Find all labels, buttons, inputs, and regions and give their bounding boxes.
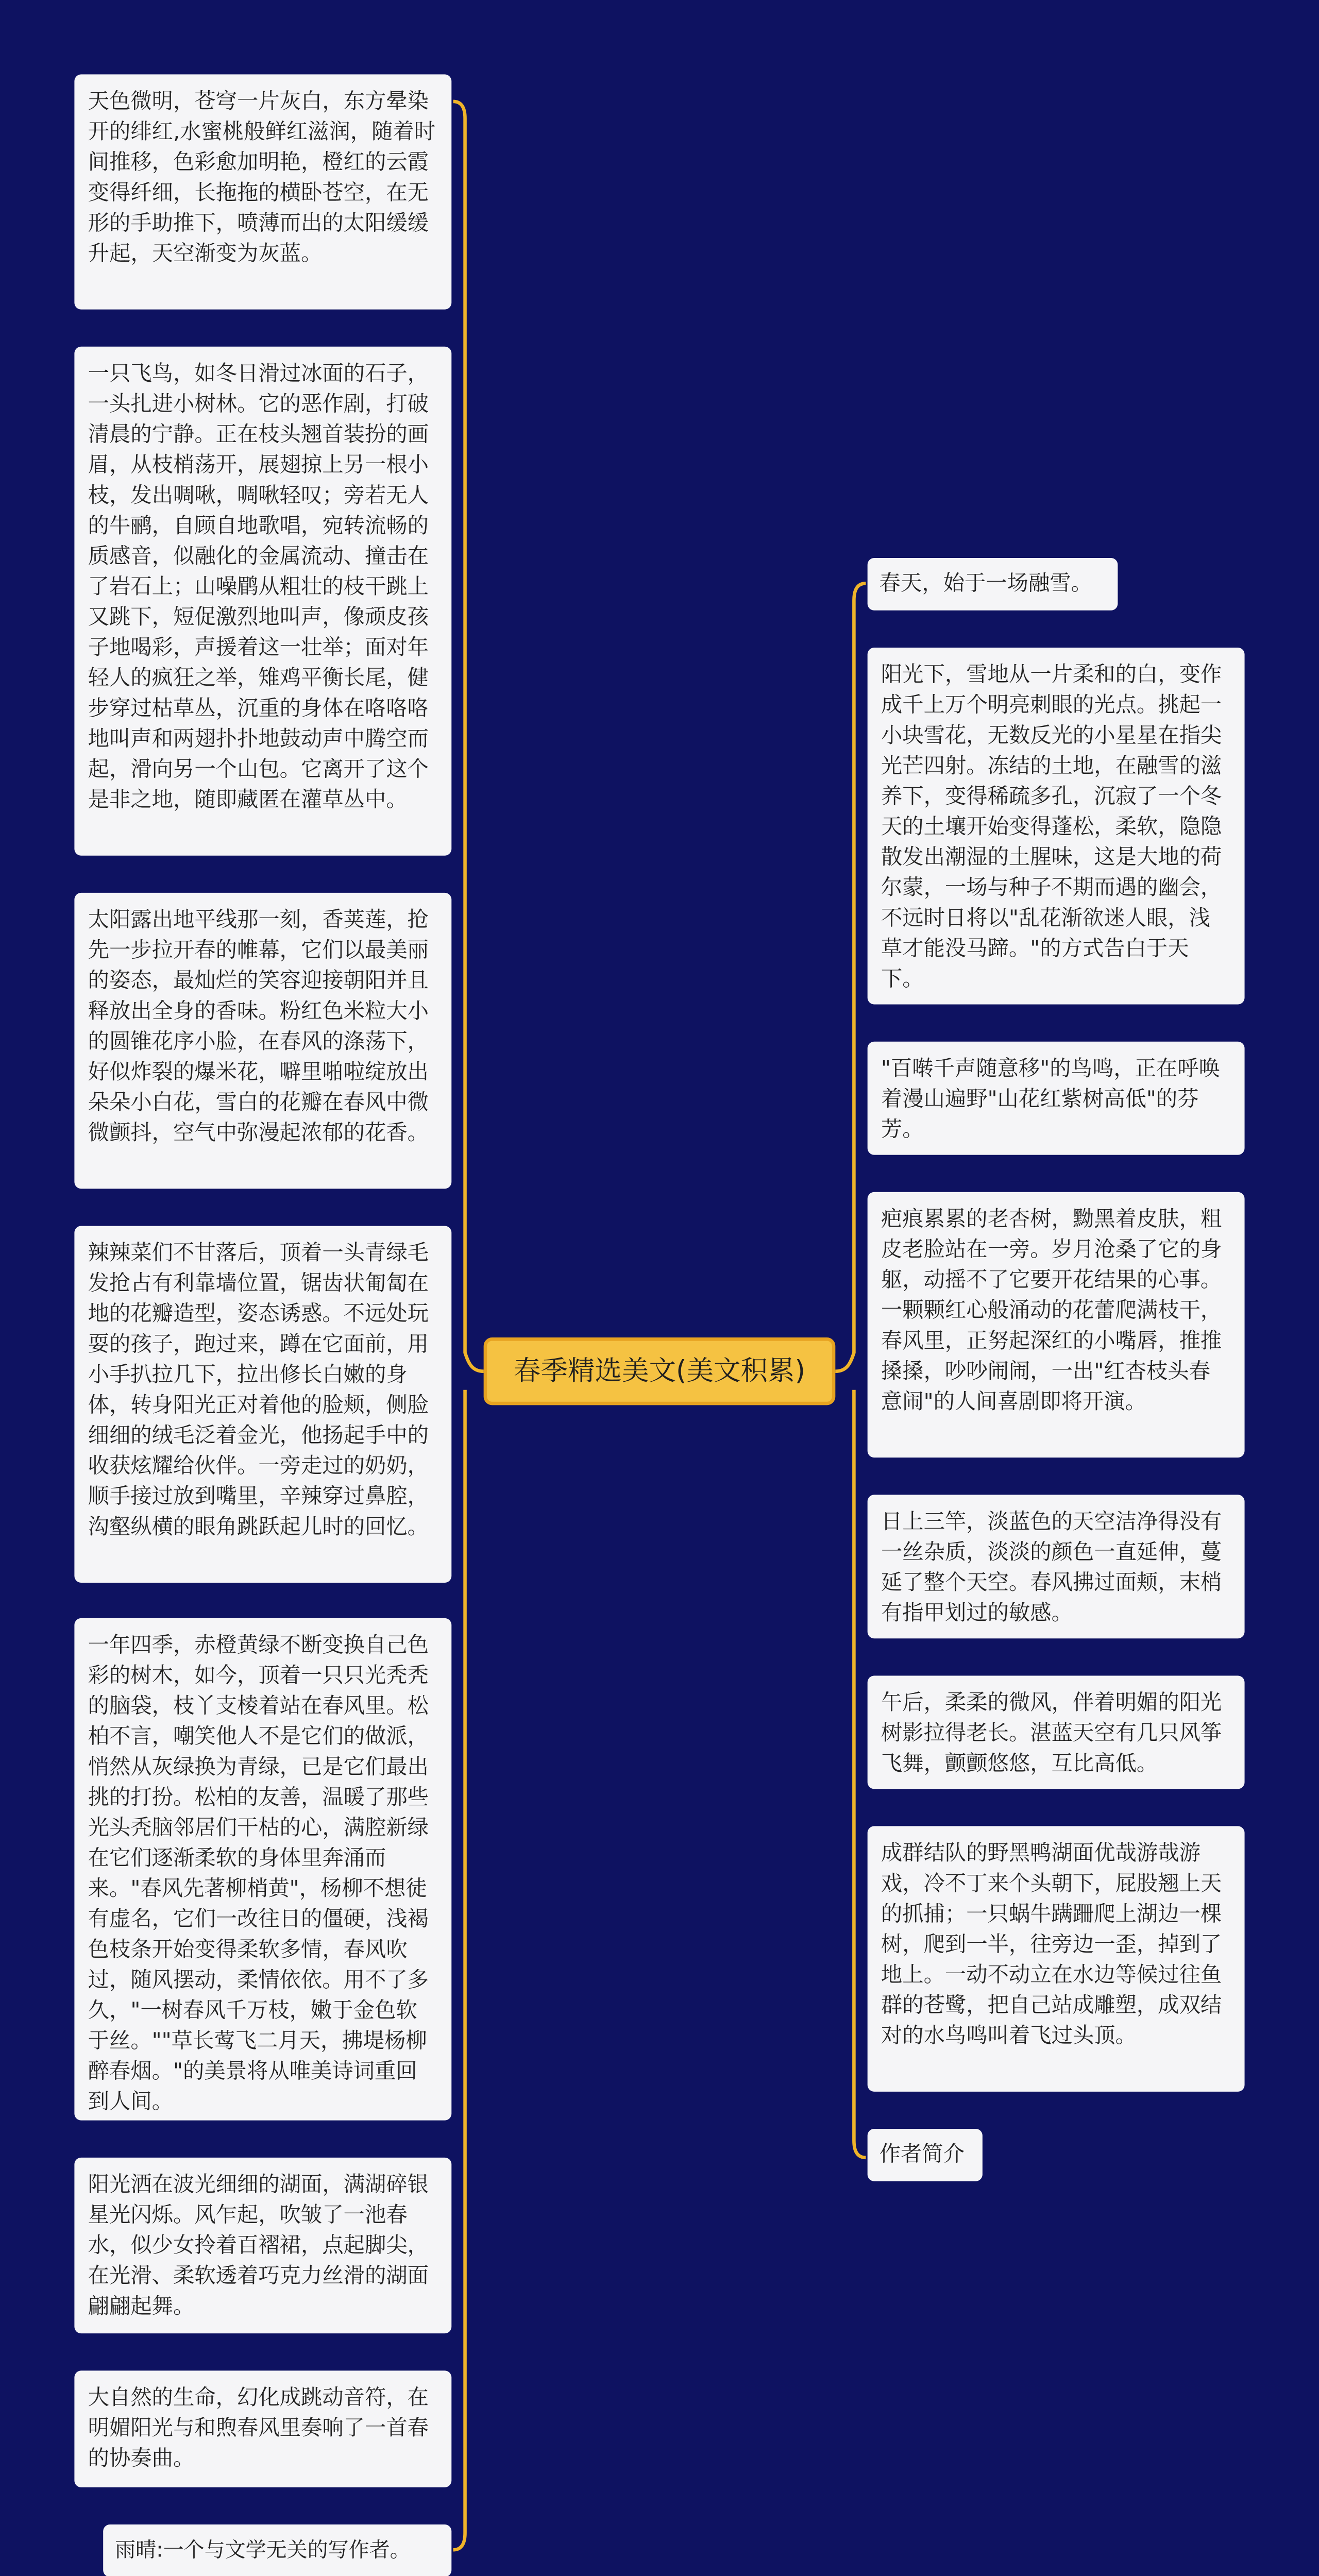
left-topic-6[interactable]: 阳光洒在波光细细的湖面，满湖碎银星光闪烁。风乍起，吹皱了一池春水，似少女拎着百褶裙，点起脚尖，在光滑、柔软透着巧克力丝滑的湖面翩翩起舞。 <box>74 2158 451 2333</box>
left-topic-7[interactable]: 大自然的生命，幻化成跳动音符，在明媚阳光与和煦春风里奏响了一首春的协奏曲。 <box>74 2370 451 2487</box>
right-topic-5[interactable]: 日上三竿，淡蓝色的天空洁净得没有一丝杂质，淡淡的颜色一直延伸，蔓延了整个天空。春风拂过面颊，末梢有指甲划过的敏感。 <box>868 1495 1245 1638</box>
left-topic-2[interactable]: 一只飞鸟，如冬日滑过冰面的石子，一头扎进小树林。它的恶作剧，打破清晨的宁静。正在枝头翘首装扮的画眉，从枝梢荡开，展翅掠上另一根小枝，发出啁啾，啁啾轻叹；旁若无人的牛鹂，自顾自地歌唱，宛转流畅的质感音，似融化的金属流动、撞击在了岩石上；山噪鹛从粗壮的枝干跳上又跳下，短促激烈地叫声，像顽皮孩子地喝彩，声援着这一壮举；面对年轻人的疯狂之举，雉鸡平衡长尾，健步穿过枯草丛，沉重的身体在咯咯咯地叫声和两翅扑扑地鼓动声中腾空而起，滑向另一个山包。它离开了这个是非之地，随即藏匿在灌草丛中。 <box>74 347 451 856</box>
right-branch-bracket <box>835 583 866 2158</box>
central-topic[interactable]: 春季精选美文(美文积累) <box>484 1337 836 1405</box>
right-topic-6[interactable]: 午后，柔柔的微风，伴着明媚的阳光树影拉得老长。湛蓝天空有几只风筝飞舞，颤颤悠悠，互比高低。 <box>868 1675 1245 1789</box>
left-topic-4[interactable]: 辣辣菜们不甘落后，顶着一头青绿毛发抢占有利靠墙位置，锯齿状匍匐在地的花瓣造型，姿态诱惑。不远处玩耍的孩子，跑过来，蹲在它面前，用小手扒拉几下，拉出修长白嫩的身体，转身阳光正对着他的脸颊，侧脸细细的绒毛泛着金光，他扬起手中的收获炫耀给伙伴。一旁走过的奶奶，顺手接过放到嘴里，辛辣穿过鼻腔，沟壑纵横的眼角跳跃起儿时的回忆。 <box>74 1226 451 1583</box>
left-topic-1[interactable]: 天色微明，苍穹一片灰白，东方晕染开的绯红,水蜜桃般鲜红滋润，随着时间推移，色彩愈加明艳，橙红的云霞变得纤细，长拖拖的横卧苍空，在无形的手助推下，喷薄而出的太阳缓缓升起，天空渐变为灰蓝。 <box>74 74 451 309</box>
right-topic-7[interactable]: 成群结队的野黑鸭湖面优哉游哉游戏，冷不丁来个头朝下，屁股翘上天的抓捕；一只蜗牛蹒跚爬上湖边一棵树，爬到一半，往旁边一歪，掉到了地上。一动不动立在水边等候过往鱼群的苍鹭，把自己站成雕塑，成双结对的水鸟鸣叫着飞过头顶。 <box>868 1826 1245 2092</box>
right-topic-2[interactable]: 阳光下，雪地从一片柔和的白，变作成千上万个明亮刺眼的光点。挑起一小块雪花，无数反光的小星星在指尖光芒四射。冻结的土地，在融雪的滋养下，变得稀疏多孔，沉寂了一个冬天的土壤开始变得蓬松，柔软，隐隐散发出潮湿的土腥味，这是大地的荷尔蒙，一场与种子不期而遇的幽会，不远时日将以"乱花渐欲迷人眼，浅草才能没马蹄。"的方式告白于天下。 <box>868 648 1245 1005</box>
right-topic-3[interactable]: "百啭千声随意移"的鸟鸣，正在呼唤着漫山遍野"山花红紫树高低"的芬芳。 <box>868 1042 1245 1155</box>
right-topic-1[interactable]: 春天，始于一场融雪。 <box>868 558 1118 611</box>
right-topic-4[interactable]: 疤痕累累的老杏树，黝黑着皮肤，粗皮老脸站在一旁。岁月沧桑了它的身躯，动摇不了它要开花结果的心事。一颗颗红心般涌动的花蕾爬满枝干，春风里，正努起深红的小嘴唇，推推搡搡，吵吵闹闹，一出"红杏枝头春意闹"的人间喜剧即将开演。 <box>868 1192 1245 1458</box>
left-topic-5[interactable]: 一年四季，赤橙黄绿不断变换自己色彩的树木，如今，顶着一只只光秃秃的脑袋，枝丫支棱着站在春风里。松柏不言，嘲笑他人不是它们的做派，悄然从灰绿换为青绿，已是它们最出挑的打扮。松柏的友善，温暖了那些光头秃脑邻居们干枯的心，满腔新绿在它们逐渐柔软的身体里奔涌而来。"春风先著柳梢黄"，杨柳不想徒有虚名，它们一改往日的僵硬，浅褐色枝条开始变得柔软多情，春风吹过，随风摆动，柔情依依。用不了多久，"一树春风千万枝，嫩于金色软于丝。""草长莺飞二月天，拂堤杨柳醉春烟。"的美景将从唯美诗词重回到人间。 <box>74 1618 451 2121</box>
left-branch-bracket <box>453 101 484 2550</box>
left-topic-author[interactable]: 雨晴:一个与文学无关的写作者。 <box>103 2524 451 2576</box>
left-topic-3[interactable]: 太阳露出地平线那一刻，香荚莲，抢先一步拉开春的帷幕，它们以最美丽的姿态，最灿烂的笑容迎接朝阳并且释放出全身的香味。粉红色米粒大小的圆锥花序小脸，在春风的涤荡下，好似炸裂的爆米花，噼里啪啦绽放出朵朵小白花，雪白的花瓣在春风中微微颤抖，空气中弥漫起浓郁的花香。 <box>74 893 451 1189</box>
right-topic-author-intro[interactable]: 作者简介 <box>868 2129 983 2181</box>
